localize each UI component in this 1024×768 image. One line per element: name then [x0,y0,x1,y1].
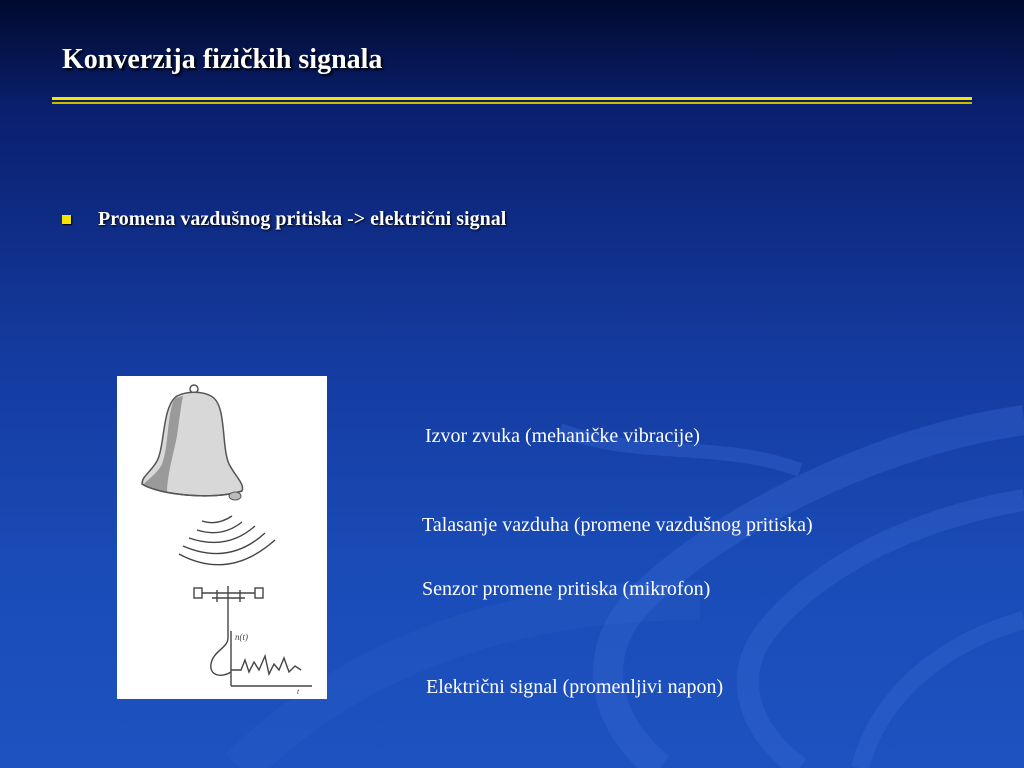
sound-conversion-figure [117,376,327,699]
figure-drawing [117,376,327,699]
air-wave-icon [179,516,275,565]
y-axis-label: n(t) [235,632,248,642]
bullet-item [62,208,506,231]
title-underline [52,97,972,100]
label-electric-signal: Električni signal (promenljivi napon) [426,676,724,698]
x-axis-label: t [297,687,300,696]
title-underline-thin [52,102,972,104]
bell-icon [142,385,243,500]
microphone-sensor-icon [194,586,263,604]
electric-signal-graph [211,604,312,686]
label-sound-source: Izvor zvuka (mehaničke vibracije) [425,425,700,447]
bullet-text: Promena vazdušnog pritiska -> električni signal [98,208,507,230]
slide-title: Konverzija fizičkih signala [62,44,383,75]
label-air-waves: Talasanje vazduha (promene vazdušnog pritiska) [422,514,813,536]
bullet-square-icon [62,215,71,224]
label-pressure-sensor: Senzor promene pritiska (mikrofon) [422,578,711,600]
